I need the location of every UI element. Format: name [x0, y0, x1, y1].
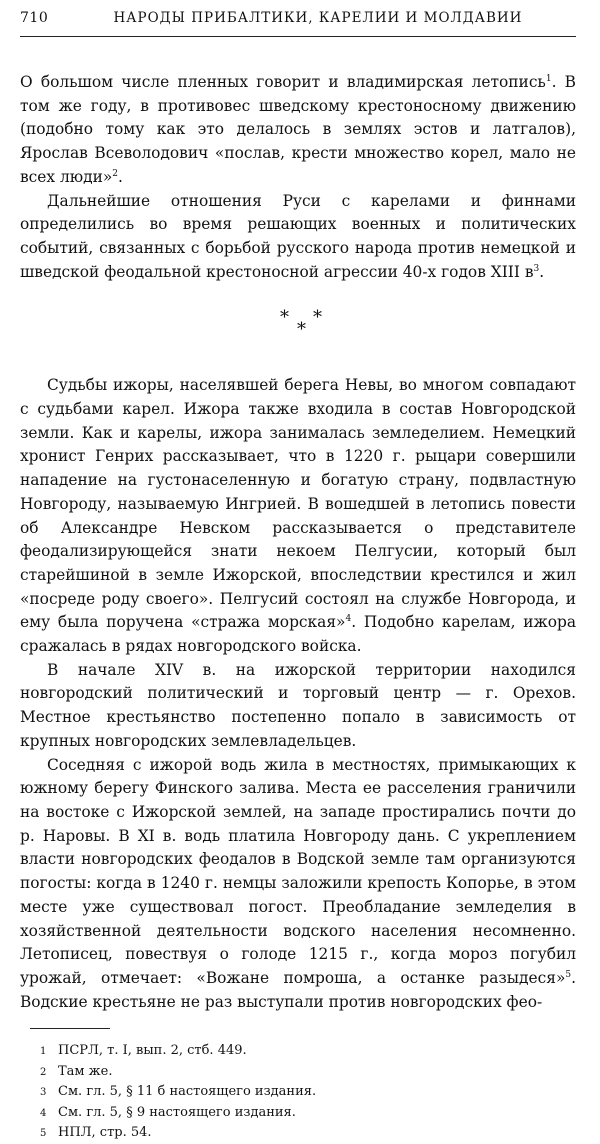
paragraph-1: О большом числе пленных говорит и владимирская летопись$^1$. В том же году, в противовес шведскому крестоносному движению (подобно тому как это делалось в землях эстов и латгалов), Ярослав Всеволодович «послав, крести множество корел, мало не всех люди»$^2$. — [20, 73, 576, 186]
footnote — [20, 1123, 576, 1144]
footnote-text: Там же. — [58, 1063, 113, 1079]
footnote — [20, 1082, 576, 1103]
footnote — [20, 1062, 576, 1083]
footnote-mark: 1 — [40, 1046, 47, 1058]
footnote-ref-1[interactable]: 1 — [545, 73, 552, 84]
footnote — [20, 1041, 576, 1062]
running-head — [20, 10, 576, 37]
paragraph-5: Соседняя с ижорой водь жила в местностях, примыкающих к южному берегу Финского залива. Места ее расселения граничили на востоке с Ижорской землей, на западе простирались почти до р. Наровы. В XI в. водь платила Новгороду дань. С укреплением власти новгородских феодалов в Водской земле там организуются погосты: когда в 1240 г. немцы заложили крепость Копорье, в этом месте уже существовал погост. Преобладание земледелия в хозяйственной деятельности водского населения несомненно. Летописец, повествуя о голоде 1215 г., когда мороз погубил урожай, отмечает: «Вожане помроша, а останке разыдеся»$^5$. Водские крестьяне не раз выступали против новгородских фео- — [20, 755, 576, 1011]
paragraph-4: В начале XIV в. на ижорской территории находился новгородский политический и торговый центр — г. Орехов. Местное крестьянство постепенно попало в зависимость от крупных новгородских землевладельцев. — [20, 660, 576, 750]
body-text — [20, 71, 576, 1014]
footnote-ref-5[interactable]: 5 — [565, 969, 572, 980]
paragraph-2: Дальнейшие отношения Руси с карелами и финнами определились во время решающих военных и политических событий, связанных с борьбой русского народа против немецкой и шведской феодальной крестоносной агрессии 40-х годов XIII $в^3$. — [20, 191, 576, 281]
footnote-ref-3[interactable]: 3 — [533, 263, 540, 274]
footnotes — [20, 1028, 576, 1144]
footnote — [20, 1103, 576, 1124]
footnote-text: ПСРЛ, т. I, вып. 2, стб. 449. — [58, 1043, 247, 1059]
page — [20, 10, 576, 1144]
asterisk: * — [280, 307, 289, 329]
footnote-mark: 3 — [40, 1087, 47, 1099]
running-title: НАРОДЫ ПРИБАЛТИКИ, КАРЕЛИИ И МОЛДАВИИ — [113, 10, 523, 26]
footnote-mark: 4 — [40, 1107, 47, 1119]
asterisk: * — [313, 307, 322, 329]
footnote-mark: 2 — [40, 1066, 47, 1078]
paragraph-3: Судьбы ижоры, населявшей берега Невы, во многом совпадают с судьбами карел. Ижора также входила в состав Новгородской земли. Как и карелы, ижора занималась земледелием. Немецкий хронист Генрих рассказывает, что в 1220 г. рыцари совершили нападение на густонаселенную и богатую страну, подвластную Новгороду, называемую Ингрией. В вошедшей в летопись повести об Александре Невском рассказывается о представителе феодализирующейся знати некоем Пелгусии, который был старейшиной в земле Ижорской, впоследствии крестился и жил «посреде роду своего». Пелгусий состоял на службе Новгорода, и ему была поручена «стража морская»$^4$. Подобно карелам, ижора сражалась в рядах новгородского войска. — [20, 376, 576, 656]
footnote-rule — [30, 1028, 110, 1029]
footnote-ref-2[interactable]: 2 — [112, 168, 119, 179]
footnote-text: НПЛ, стр. 54. — [58, 1125, 152, 1141]
asterisk: * — [297, 319, 306, 341]
footnote-ref-4[interactable]: 4 — [345, 614, 352, 625]
footnote-text: См. гл. 5, § 11 б настоящего издания. — [58, 1084, 317, 1100]
page-number: 710 — [20, 10, 49, 26]
footnote-mark: 5 — [40, 1128, 47, 1140]
footnote-text: См. гл. 5, § 9 настоящего издания. — [58, 1104, 296, 1120]
section-divider-asterism — [20, 298, 576, 356]
